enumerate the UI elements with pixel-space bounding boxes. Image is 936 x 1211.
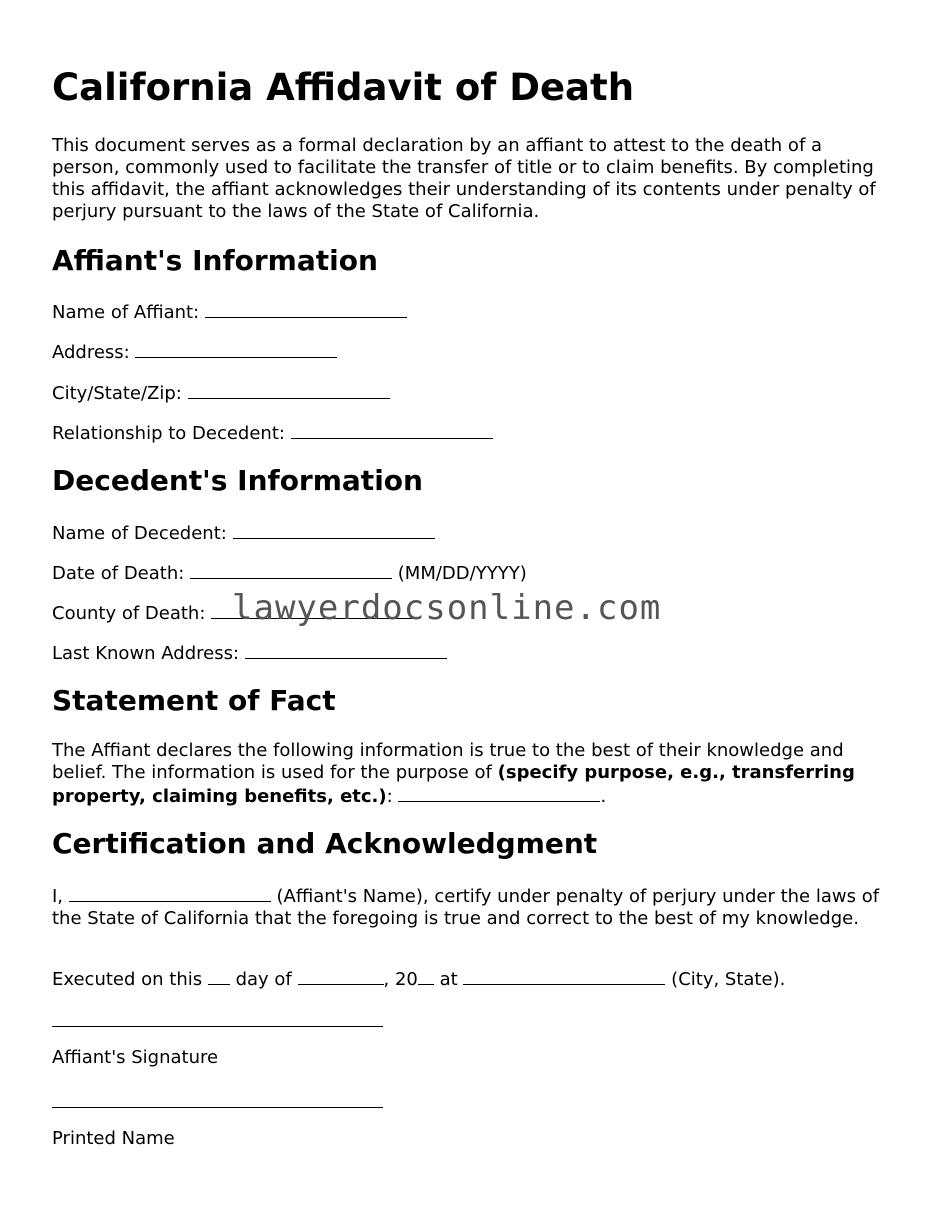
statement-period: . — [600, 786, 607, 807]
affiant-name-blank[interactable] — [205, 300, 407, 318]
statement-purpose-hint: (specify purpose, e.g., transferring property, claiming benefits, etc.) — [52, 762, 855, 807]
affiant-city-label: City/State/Zip: — [52, 383, 182, 404]
affiant-section-heading: Affiant's Information — [52, 244, 378, 277]
date-of-death-blank[interactable] — [190, 561, 392, 579]
cert-start: I, — [52, 886, 64, 907]
decedent-name-field — [52, 521, 435, 545]
exec-year-blank[interactable] — [418, 967, 434, 985]
signature-line[interactable] — [52, 1026, 383, 1027]
exec-month-blank[interactable] — [298, 967, 384, 985]
printed-name-label: Printed Name — [52, 1128, 175, 1149]
decedent-section-heading: Decedent's Information — [52, 464, 423, 497]
cert-text: (Affiant's Name), certify under penalty of perjury under the laws of the State of California that the foregoing is true and correct to the best of my knowledge. — [52, 886, 880, 929]
cert-affiant-name-blank[interactable] — [69, 884, 271, 902]
affiant-address-field — [52, 340, 337, 364]
county-of-death-label: County of Death: — [52, 603, 206, 624]
statement-colon: : — [386, 786, 393, 807]
affiant-address-blank[interactable] — [135, 340, 337, 358]
certification-paragraph — [52, 884, 882, 930]
statement-paragraph — [52, 740, 882, 808]
affiant-address-label: Address: — [52, 342, 130, 363]
affiant-city-blank[interactable] — [188, 381, 390, 399]
exec-text-3: , 20 — [383, 969, 418, 990]
affiant-relationship-field — [52, 421, 493, 445]
date-of-death-label: Date of Death: — [52, 563, 185, 584]
execution-line — [52, 967, 785, 991]
intro-paragraph: This document serves as a formal declaration by an affiant to attest to the death of a person, commonly used to facilitate the transfer of title or to claim benefits. By completing this affidavit, the affiant acknowledges their understanding of its contents under penalty of perjury pursuant to the laws of the State of California. — [52, 135, 876, 222]
last-address-blank[interactable] — [245, 641, 447, 659]
last-address-field — [52, 641, 447, 665]
last-address-label: Last Known Address: — [52, 643, 240, 664]
exec-text-4: at — [439, 969, 458, 990]
affiant-city-field — [52, 381, 390, 405]
affiant-relationship-label: Relationship to Decedent: — [52, 423, 285, 444]
statement-section-heading: Statement of Fact — [52, 684, 336, 717]
decedent-name-label: Name of Decedent: — [52, 523, 227, 544]
decedent-name-blank[interactable] — [233, 521, 435, 539]
affiant-name-field — [52, 300, 407, 324]
printed-name-line[interactable] — [52, 1107, 383, 1108]
exec-day-blank[interactable] — [208, 967, 230, 985]
exec-place-blank[interactable] — [463, 967, 665, 985]
exec-text-1: Executed on this — [52, 969, 203, 990]
signature-label: Affiant's Signature — [52, 1047, 219, 1068]
affiant-relationship-blank[interactable] — [291, 421, 493, 439]
exec-text-5: (City, State). — [671, 969, 786, 990]
document-title: California Affidavit of Death — [52, 66, 635, 109]
statement-purpose-blank[interactable] — [398, 784, 600, 802]
statement-text: The Affiant declares the following information is true to the best of their knowledge and belief. The information is used for the purpose of — [52, 740, 844, 783]
date-of-death-field — [52, 561, 527, 585]
date-format-hint: (MM/DD/YYYY) — [397, 563, 527, 584]
exec-text-2: day of — [235, 969, 292, 990]
certification-section-heading: Certification and Acknowledgment — [52, 827, 598, 860]
affiant-name-label: Name of Affiant: — [52, 302, 200, 323]
watermark: lawyerdocsonline.com — [232, 588, 662, 628]
